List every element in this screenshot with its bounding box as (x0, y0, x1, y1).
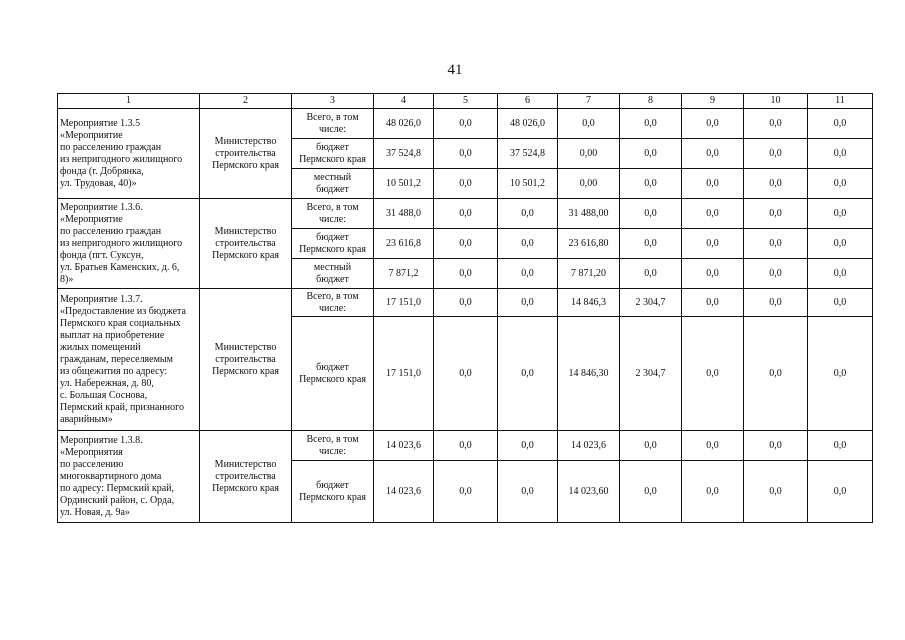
value-cell-col-10: 0,0 (744, 109, 808, 139)
page-number: 41 (447, 62, 463, 78)
value-cell-col-4: 48 026,0 (374, 109, 434, 139)
value-cell-col-4: 17 151,0 (374, 289, 434, 317)
column-header-8: 8 (620, 94, 682, 109)
value-cell-col-11: 0,0 (808, 199, 873, 229)
budget-table (57, 93, 873, 523)
funding-source: бюджет Пермского края (292, 317, 374, 431)
value-cell-col-11: 0,0 (808, 229, 873, 259)
value-cell-col-9: 0,0 (682, 289, 744, 317)
responsible-org: Министерство строительства Пермского края (200, 431, 292, 523)
column-header-10: 10 (744, 94, 808, 109)
value-cell-col-9: 0,0 (682, 259, 744, 289)
value-cell-col-6: 0,0 (498, 289, 558, 317)
value-cell-col-9: 0,0 (682, 109, 744, 139)
value-cell-col-8: 0,0 (620, 169, 682, 199)
responsible-org: Министерство строительства Пермского края (200, 199, 292, 289)
funding-source: Всего, в том числе: (292, 289, 374, 317)
value-cell-col-8: 0,0 (620, 229, 682, 259)
value-cell-col-6: 48 026,0 (498, 109, 558, 139)
value-cell-col-7: 0,00 (558, 169, 620, 199)
value-cell-col-4: 14 023,6 (374, 431, 434, 461)
value-cell-col-6: 0,0 (498, 229, 558, 259)
column-header-4: 4 (374, 94, 434, 109)
value-cell-col-11: 0,0 (808, 289, 873, 317)
value-cell-col-5: 0,0 (434, 259, 498, 289)
value-cell-col-7: 7 871,20 (558, 259, 620, 289)
funding-source: бюджет Пермского края (292, 229, 374, 259)
value-cell-col-10: 0,0 (744, 229, 808, 259)
value-cell-col-9: 0,0 (682, 169, 744, 199)
value-cell-col-4: 31 488,0 (374, 199, 434, 229)
activity-name: Мероприятие 1.3.7. «Предоставление из бюджета Пермского края социальных выплат на приобретение жилых помещений гражданам, переселяемым из общежития по адресу: ул. Набережная, д. 80, с. Большая Соснова, Пермский край, признанного аварийным» (58, 289, 200, 431)
value-cell-col-7: 14 023,60 (558, 461, 620, 523)
value-cell-col-10: 0,0 (744, 289, 808, 317)
table-row (58, 431, 873, 461)
value-cell-col-6: 0,0 (498, 199, 558, 229)
value-cell-col-8: 2 304,7 (620, 317, 682, 431)
value-cell-col-9: 0,0 (682, 317, 744, 431)
value-cell-col-5: 0,0 (434, 139, 498, 169)
table-row (58, 109, 873, 139)
column-header-11: 11 (808, 94, 873, 109)
value-cell-col-9: 0,0 (682, 461, 744, 523)
column-header-5: 5 (434, 94, 498, 109)
value-cell-col-6: 0,0 (498, 431, 558, 461)
value-cell-col-11: 0,0 (808, 461, 873, 523)
value-cell-col-6: 10 501,2 (498, 169, 558, 199)
table-row (58, 199, 873, 229)
value-cell-col-10: 0,0 (744, 431, 808, 461)
value-cell-col-7: 14 846,30 (558, 317, 620, 431)
value-cell-col-11: 0,0 (808, 109, 873, 139)
value-cell-col-7: 14 023,6 (558, 431, 620, 461)
value-cell-col-5: 0,0 (434, 169, 498, 199)
funding-source: бюджет Пермского края (292, 461, 374, 523)
column-header-3: 3 (292, 94, 374, 109)
table-row (58, 289, 873, 317)
value-cell-col-5: 0,0 (434, 109, 498, 139)
column-header-9: 9 (682, 94, 744, 109)
value-cell-col-4: 23 616,8 (374, 229, 434, 259)
funding-source: Всего, в том числе: (292, 199, 374, 229)
activity-name: Мероприятие 1.3.6. «Мероприятие по расселению граждан из непригодного жилищного фонда (пгт. Суксун, ул. Братьев Каменских, д. 6, 8)» (58, 199, 200, 289)
value-cell-col-4: 17 151,0 (374, 317, 434, 431)
value-cell-col-5: 0,0 (434, 461, 498, 523)
value-cell-col-4: 14 023,6 (374, 461, 434, 523)
value-cell-col-8: 0,0 (620, 139, 682, 169)
value-cell-col-10: 0,0 (744, 139, 808, 169)
value-cell-col-5: 0,0 (434, 229, 498, 259)
value-cell-col-5: 0,0 (434, 199, 498, 229)
value-cell-col-11: 0,0 (808, 259, 873, 289)
value-cell-col-8: 0,0 (620, 199, 682, 229)
value-cell-col-10: 0,0 (744, 259, 808, 289)
value-cell-col-11: 0,0 (808, 431, 873, 461)
value-cell-col-10: 0,0 (744, 461, 808, 523)
value-cell-col-6: 37 524,8 (498, 139, 558, 169)
value-cell-col-4: 10 501,2 (374, 169, 434, 199)
funding-source: Всего, в том числе: (292, 431, 374, 461)
value-cell-col-11: 0,0 (808, 139, 873, 169)
value-cell-col-6: 0,0 (498, 461, 558, 523)
value-cell-col-5: 0,0 (434, 431, 498, 461)
funding-source: бюджет Пермского края (292, 139, 374, 169)
value-cell-col-10: 0,0 (744, 317, 808, 431)
column-header-1: 1 (58, 94, 200, 109)
value-cell-col-10: 0,0 (744, 199, 808, 229)
value-cell-col-7: 23 616,80 (558, 229, 620, 259)
value-cell-col-7: 31 488,00 (558, 199, 620, 229)
value-cell-col-5: 0,0 (434, 317, 498, 431)
funding-source: Всего, в том числе: (292, 109, 374, 139)
value-cell-col-8: 0,0 (620, 431, 682, 461)
value-cell-col-9: 0,0 (682, 199, 744, 229)
value-cell-col-8: 0,0 (620, 109, 682, 139)
value-cell-col-4: 7 871,2 (374, 259, 434, 289)
table-body (58, 109, 873, 523)
value-cell-col-8: 2 304,7 (620, 289, 682, 317)
responsible-org: Министерство строительства Пермского края (200, 109, 292, 199)
value-cell-col-7: 0,00 (558, 139, 620, 169)
funding-source: местный бюджет (292, 169, 374, 199)
funding-source: местный бюджет (292, 259, 374, 289)
value-cell-col-8: 0,0 (620, 259, 682, 289)
header-row (58, 94, 873, 109)
value-cell-col-9: 0,0 (682, 229, 744, 259)
activity-name: Мероприятие 1.3.5 «Мероприятие по расселению граждан из непригодного жилищного фонда (г. Добрянка, ул. Трудовая, 40)» (58, 109, 200, 199)
responsible-org: Министерство строительства Пермского края (200, 289, 292, 431)
value-cell-col-8: 0,0 (620, 461, 682, 523)
value-cell-col-4: 37 524,8 (374, 139, 434, 169)
value-cell-col-9: 0,0 (682, 139, 744, 169)
column-header-2: 2 (200, 94, 292, 109)
value-cell-col-11: 0,0 (808, 169, 873, 199)
value-cell-col-7: 14 846,3 (558, 289, 620, 317)
column-header-7: 7 (558, 94, 620, 109)
column-header-6: 6 (498, 94, 558, 109)
value-cell-col-6: 0,0 (498, 317, 558, 431)
value-cell-col-7: 0,0 (558, 109, 620, 139)
value-cell-col-9: 0,0 (682, 431, 744, 461)
value-cell-col-10: 0,0 (744, 169, 808, 199)
activity-name: Мероприятие 1.3.8. «Мероприятия по расселению многоквартирного дома по адресу: Пермский край, Ординский район, с. Орда, ул. Новая, д. 9а» (58, 431, 200, 523)
value-cell-col-5: 0,0 (434, 289, 498, 317)
value-cell-col-11: 0,0 (808, 317, 873, 431)
value-cell-col-6: 0,0 (498, 259, 558, 289)
